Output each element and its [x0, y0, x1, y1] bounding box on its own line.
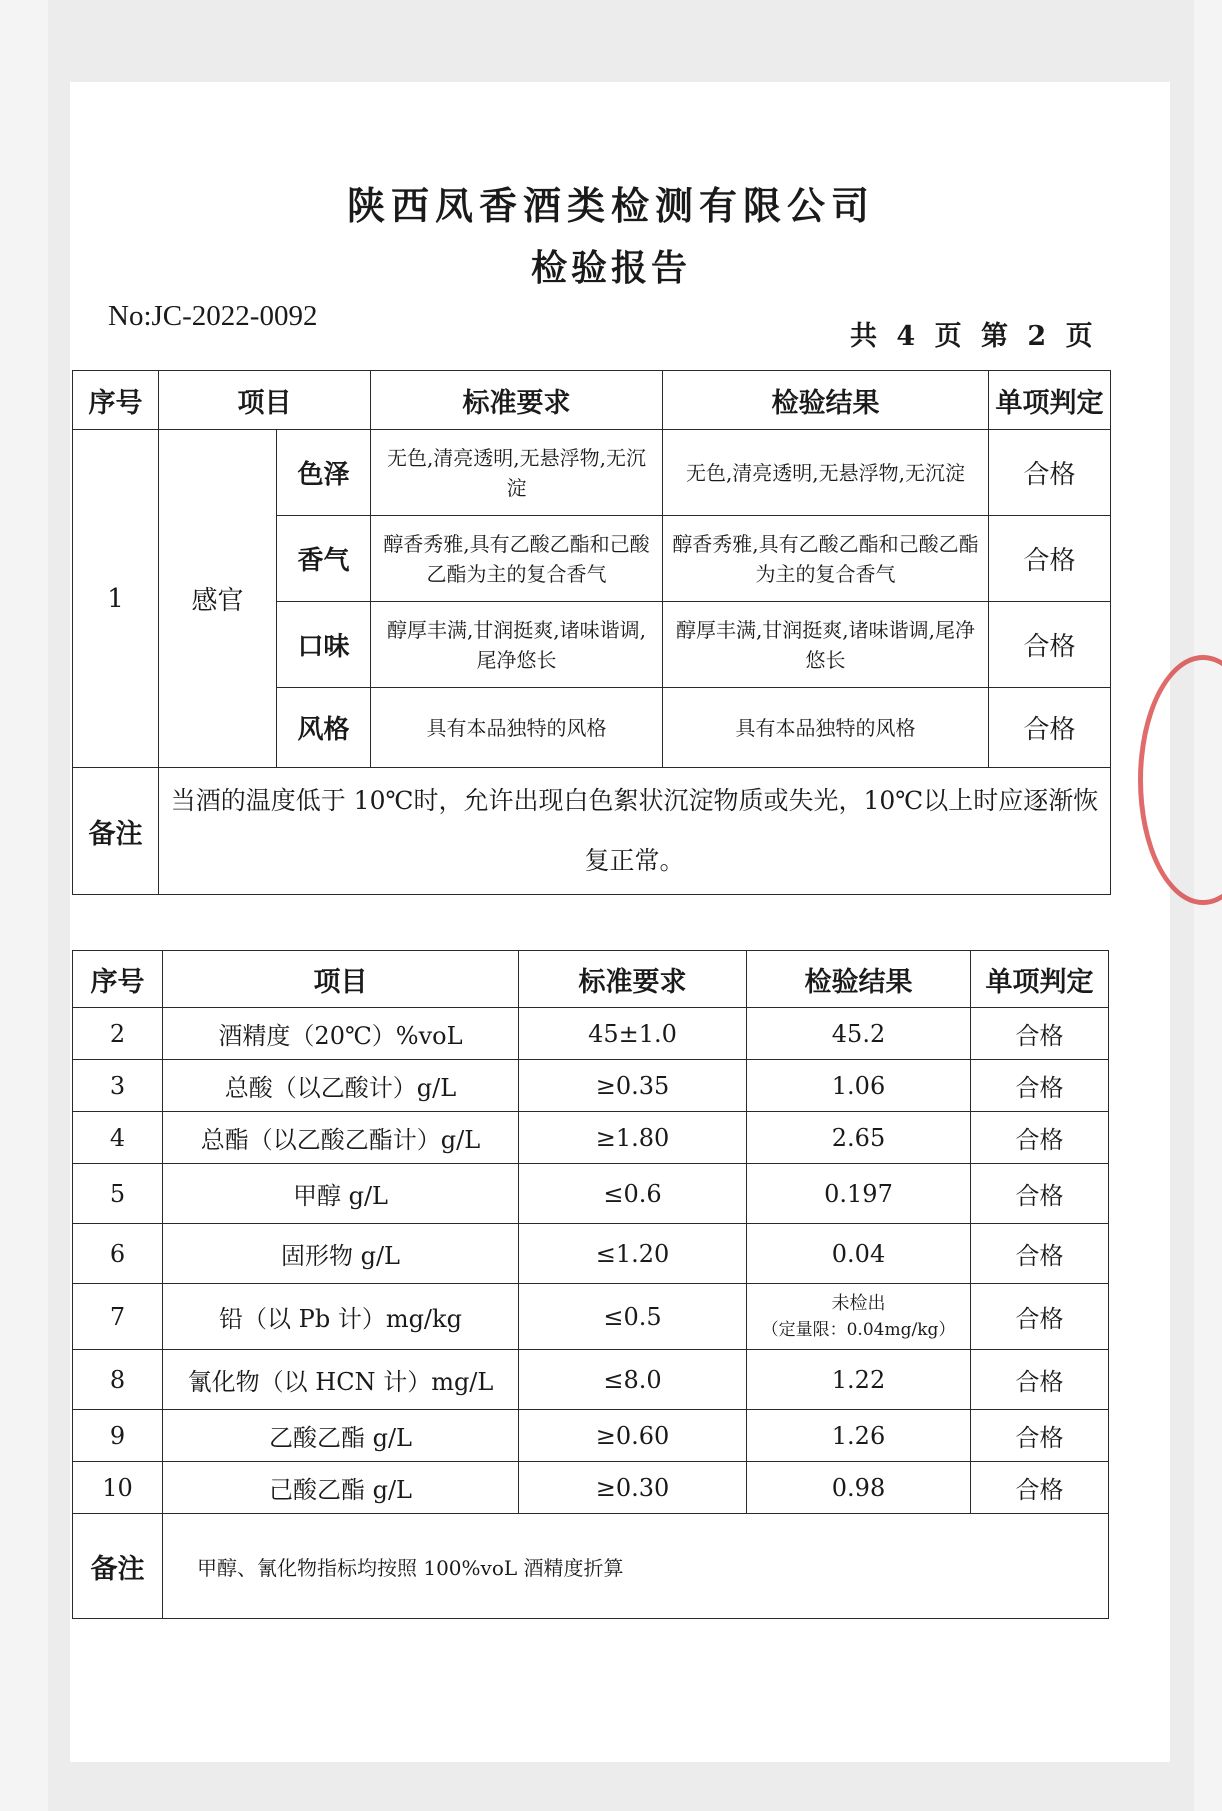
item-cell: 己酸乙酯 g/L	[163, 1462, 519, 1514]
result-cell	[747, 1284, 971, 1350]
verdict-cell: 合格	[971, 1164, 1109, 1224]
row-number: 10	[73, 1462, 163, 1514]
verdict-cell: 合格	[989, 688, 1111, 768]
row-number: 2	[73, 1008, 163, 1060]
standard-cell: ≤0.5	[519, 1284, 747, 1350]
item-cell: 总酯（以乙酸乙酯计）g/L	[163, 1112, 519, 1164]
sensory-table	[72, 370, 1111, 895]
standard-cell: ≤0.6	[519, 1164, 747, 1224]
standard-cell: 醇厚丰满,甘润挺爽,诸味谐调,尾净悠长	[371, 602, 663, 688]
table-row	[73, 1462, 1109, 1514]
page-indicator: 共 4 页 第 2 页	[850, 321, 1093, 352]
col-header-standard: 标准要求	[519, 951, 747, 1008]
standard-cell: 无色,清亮透明,无悬浮物,无沉淀	[371, 430, 663, 516]
result-cell: 0.04	[747, 1224, 971, 1284]
standard-cell: ≥0.60	[519, 1410, 747, 1462]
company-name: 陕西凤香酒类检测有限公司	[346, 183, 875, 228]
verdict-cell: 合格	[971, 1284, 1109, 1350]
row-number: 9	[73, 1410, 163, 1462]
col-header-no: 序号	[73, 951, 163, 1008]
verdict-cell: 合格	[971, 1462, 1109, 1514]
remark-row	[73, 1514, 1109, 1619]
table-row	[73, 1350, 1109, 1410]
item-cell: 总酸（以乙酸计）g/L	[163, 1060, 519, 1112]
verdict-cell: 合格	[989, 516, 1111, 602]
table-row	[73, 1164, 1109, 1224]
report-title: 检验报告	[530, 247, 691, 289]
standard-cell: ≤8.0	[519, 1350, 747, 1410]
verdict-cell: 合格	[971, 1112, 1109, 1164]
table-row	[73, 1410, 1109, 1462]
col-header-verdict: 单项判定	[971, 951, 1109, 1008]
standard-cell: ≥1.80	[519, 1112, 747, 1164]
table-header-row	[73, 951, 1109, 1008]
row-number: 8	[73, 1350, 163, 1410]
row-number: 4	[73, 1112, 163, 1164]
standard-cell: 具有本品独特的风格	[371, 688, 663, 768]
document-number: No:JC-2022-0092	[108, 300, 318, 332]
attribute-cell: 色泽	[277, 430, 371, 516]
result-cell: 1.22	[747, 1350, 971, 1410]
attribute-cell: 风格	[277, 688, 371, 768]
standard-cell: 45±1.0	[519, 1008, 747, 1060]
result-cell: 0.197	[747, 1164, 971, 1224]
col-header-result: 检验结果	[663, 371, 989, 430]
row-number: 1	[73, 430, 159, 768]
table-row	[73, 1060, 1109, 1112]
standard-cell: 醇香秀雅,具有乙酸乙酯和己酸乙酯为主的复合香气	[371, 516, 663, 602]
row-number: 3	[73, 1060, 163, 1112]
category-cell: 感官	[159, 430, 277, 768]
table-row	[73, 1112, 1109, 1164]
row-number: 5	[73, 1164, 163, 1224]
item-cell: 固形物 g/L	[163, 1224, 519, 1284]
table-row	[73, 1284, 1109, 1350]
verdict-cell: 合格	[971, 1350, 1109, 1410]
verdict-cell: 合格	[971, 1060, 1109, 1112]
col-header-item: 项目	[159, 371, 371, 430]
col-header-result: 检验结果	[747, 951, 971, 1008]
result-cell: 2.65	[747, 1112, 971, 1164]
quantification-limit-note: （定量限：0.04mg/kg）	[761, 1319, 956, 1340]
result-cell: 1.06	[747, 1060, 971, 1112]
result-cell: 1.26	[747, 1410, 971, 1462]
attribute-cell: 口味	[277, 602, 371, 688]
verdict-cell: 合格	[971, 1410, 1109, 1462]
result-cell: 醇香秀雅,具有乙酸乙酯和己酸乙酯为主的复合香气	[663, 516, 989, 602]
standard-cell: ≥0.35	[519, 1060, 747, 1112]
physicochemical-table	[72, 950, 1109, 1619]
table-header-row	[73, 371, 1111, 430]
item-cell: 乙酸乙酯 g/L	[163, 1410, 519, 1462]
standard-cell: ≥0.30	[519, 1462, 747, 1514]
col-header-verdict: 单项判定	[989, 371, 1111, 430]
item-cell: 酒精度（20℃）%voL	[163, 1008, 519, 1060]
table-row	[73, 1008, 1109, 1060]
row-number: 7	[73, 1284, 163, 1350]
result-cell: 0.98	[747, 1462, 971, 1514]
col-header-item: 项目	[163, 951, 519, 1008]
remark-row	[73, 768, 1111, 895]
result-cell: 醇厚丰满,甘润挺爽,诸味谐调,尾净悠长	[663, 602, 989, 688]
remark-label: 备注	[73, 1514, 163, 1619]
result-value: 未检出	[831, 1292, 886, 1314]
verdict-cell: 合格	[971, 1224, 1109, 1284]
item-cell: 铅（以 Pb 计）mg/kg	[163, 1284, 519, 1350]
verdict-cell: 合格	[971, 1008, 1109, 1060]
col-header-no: 序号	[73, 371, 159, 430]
table-row	[73, 430, 1111, 516]
result-cell: 具有本品独特的风格	[663, 688, 989, 768]
table-row	[73, 1224, 1109, 1284]
item-cell: 氰化物（以 HCN 计）mg/L	[163, 1350, 519, 1410]
row-number: 6	[73, 1224, 163, 1284]
verdict-cell: 合格	[989, 602, 1111, 688]
remark-text: 甲醇、氰化物指标均按照 100%voL 酒精度折算	[163, 1514, 1109, 1619]
verdict-cell: 合格	[989, 430, 1111, 516]
result-cell: 45.2	[747, 1008, 971, 1060]
standard-cell: ≤1.20	[519, 1224, 747, 1284]
remark-label: 备注	[73, 768, 159, 895]
remark-text: 当酒的温度低于 10℃时，允许出现白色絮状沉淀物质或失光，10℃以上时应逐渐恢复正常。	[159, 768, 1111, 895]
attribute-cell: 香气	[277, 516, 371, 602]
item-cell: 甲醇 g/L	[163, 1164, 519, 1224]
col-header-standard: 标准要求	[371, 371, 663, 430]
result-cell: 无色,清亮透明,无悬浮物,无沉淀	[663, 430, 989, 516]
